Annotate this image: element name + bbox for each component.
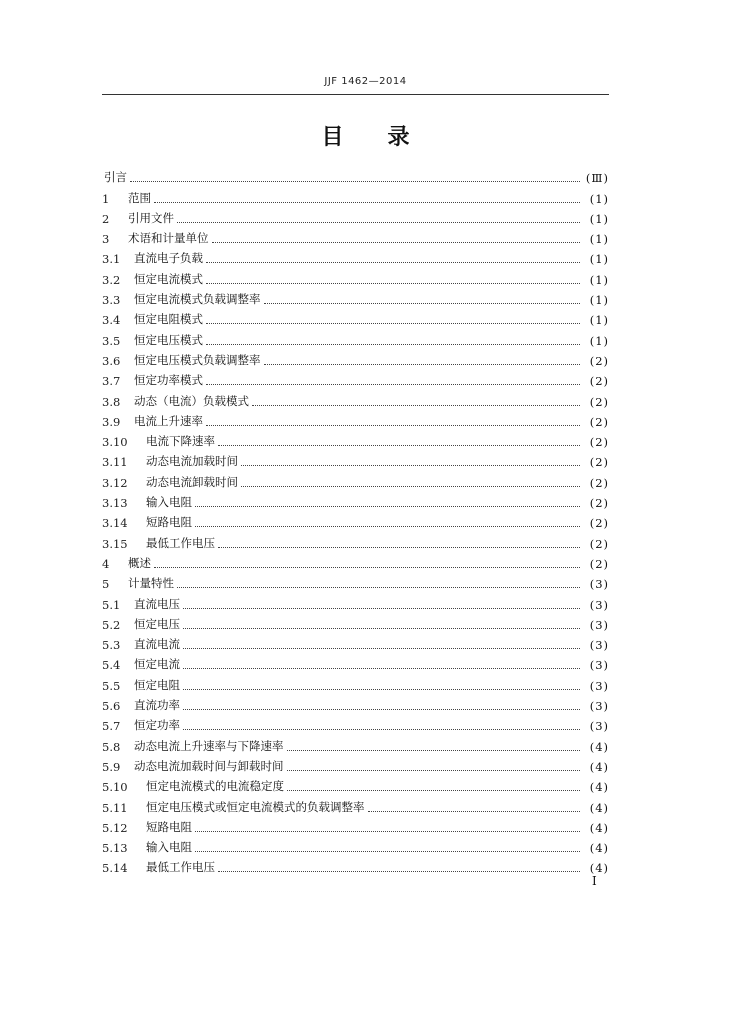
- toc-entry-title: 动态电流加载时间: [146, 454, 238, 469]
- toc-entry-page: (3): [589, 617, 609, 632]
- table-of-contents: [102, 165, 609, 875]
- toc-entry-title: 输入电阻: [146, 495, 192, 510]
- toc-entry-number: 5.2: [102, 617, 121, 632]
- toc-dot-leader: [368, 810, 581, 812]
- toc-entry-title: 输入电阻: [146, 840, 192, 855]
- toc-dot-leader: [177, 586, 580, 588]
- running-header: JJF 1462—2014: [324, 76, 407, 87]
- toc-dot-leader: [195, 505, 580, 507]
- toc-entry-number: 3: [102, 232, 110, 247]
- toc-entry-number: 3.3: [102, 293, 121, 308]
- toc-entry-title: 直流功率: [134, 698, 180, 713]
- toc-entry-number: 5.1: [102, 597, 121, 612]
- toc-entry-number: 3.11: [102, 455, 128, 470]
- toc-entry-title: 动态电流卸载时间: [146, 474, 238, 489]
- toc-entry-number: 5.10: [102, 780, 128, 795]
- toc-dot-leader: [218, 546, 580, 548]
- toc-entry-number: 5.13: [102, 841, 128, 856]
- toc-dot-leader: [195, 830, 580, 832]
- toc-entry-title: 恒定电压: [134, 616, 180, 631]
- toc-entry: [102, 591, 609, 611]
- toc-entry-page: (Ⅲ): [585, 171, 609, 186]
- toc-dot-leader: [183, 647, 580, 649]
- toc-dot-leader: [287, 749, 581, 751]
- toc-entry: [102, 449, 609, 469]
- toc-dot-leader: [252, 404, 580, 406]
- toc-entry: [102, 632, 609, 652]
- toc-entry: [102, 612, 609, 632]
- toc-entry: [102, 571, 609, 591]
- toc-entry-page: (4): [589, 759, 609, 774]
- toc-entry-title: 直流电压: [134, 596, 180, 611]
- toc-dot-leader: [183, 667, 580, 669]
- toc-entry-number: 3.5: [102, 333, 121, 348]
- toc-entry-number: 5: [102, 577, 110, 592]
- toc-entry-page: (3): [589, 719, 609, 734]
- toc-entry-number: 5.11: [102, 800, 128, 815]
- toc-entry: [102, 733, 609, 753]
- toc-entry-page: (1): [589, 272, 609, 287]
- toc-entry-title: 恒定电流模式: [134, 271, 203, 286]
- toc-entry-title: 恒定电阻: [134, 677, 180, 692]
- toc-dot-leader: [183, 708, 580, 710]
- toc-entry-page: (2): [589, 394, 609, 409]
- toc-entry-page: (4): [589, 820, 609, 835]
- toc-entry-page: (2): [589, 414, 609, 429]
- toc-entry: [102, 774, 609, 794]
- toc-entry: [102, 409, 609, 429]
- toc-entry-number: 3.6: [102, 353, 121, 368]
- toc-entry: [102, 794, 609, 814]
- toc-entry: [102, 226, 609, 246]
- toc-entry: [102, 672, 609, 692]
- toc-dot-leader: [195, 525, 580, 527]
- toc-entry-number: 3.2: [102, 272, 121, 287]
- toc-entry: [102, 429, 609, 449]
- toc-dot-leader: [195, 850, 580, 852]
- toc-entry-title: 恒定电阻模式: [134, 312, 203, 327]
- toc-entry: [102, 815, 609, 835]
- toc-entry-page: (3): [589, 658, 609, 673]
- toc-entry-page: (1): [589, 313, 609, 328]
- toc-entry-page: (2): [589, 435, 609, 450]
- toc-dot-leader: [218, 444, 580, 446]
- toc-dot-leader: [206, 424, 580, 426]
- toc-entry: [102, 185, 609, 205]
- toc-entry: [102, 368, 609, 388]
- toc-entry: [102, 469, 609, 489]
- toc-entry-page: (4): [589, 841, 609, 856]
- toc-entry-title: 引言: [104, 170, 127, 185]
- toc-entry-number: 3.13: [102, 496, 128, 511]
- toc-entry-page: (2): [589, 536, 609, 551]
- toc-entry-page: (2): [589, 455, 609, 470]
- toc-entry: [102, 855, 609, 875]
- toc-dot-leader: [264, 363, 581, 365]
- toc-entry-page: (3): [589, 699, 609, 714]
- toc-entry-number: 5.9: [102, 759, 121, 774]
- toc-entry: [102, 327, 609, 347]
- toc-entry-number: 3.4: [102, 313, 121, 328]
- toc-entry-title: 动态电流上升速率与下降速率: [134, 738, 284, 753]
- toc-entry: [102, 388, 609, 408]
- toc-dot-leader: [206, 343, 580, 345]
- toc-entry-title: 恒定电压模式负载调整率: [134, 352, 261, 367]
- page-title: [0, 120, 731, 151]
- toc-entry-number: 5.5: [102, 678, 121, 693]
- toc-entry: [102, 165, 609, 185]
- toc-entry-title: 恒定电压模式或恒定电流模式的负载调整率: [146, 799, 365, 814]
- toc-entry: [102, 835, 609, 855]
- toc-entry-title: 最低工作电压: [146, 535, 215, 550]
- toc-entry-page: (1): [589, 333, 609, 348]
- toc-entry-title: 动态电流加载时间与卸载时间: [134, 758, 284, 773]
- toc-entry-title: 恒定电流: [134, 657, 180, 672]
- toc-entry: [102, 307, 609, 327]
- toc-entry-title: 短路电阻: [146, 515, 192, 530]
- toc-dot-leader: [206, 261, 580, 263]
- toc-entry-number: 5.4: [102, 658, 121, 673]
- toc-entry-number: 3.12: [102, 475, 128, 490]
- toc-entry: [102, 713, 609, 733]
- toc-dot-leader: [264, 302, 581, 304]
- toc-entry-page: (3): [589, 577, 609, 592]
- toc-entry-page: (4): [589, 780, 609, 795]
- toc-entry-number: 5.7: [102, 719, 121, 734]
- toc-entry-title: 计量特性: [128, 576, 174, 591]
- toc-entry-page: (3): [589, 597, 609, 612]
- toc-entry-number: 3.10: [102, 435, 128, 450]
- toc-entry-number: 5.8: [102, 739, 121, 754]
- toc-entry: [102, 246, 609, 266]
- toc-entry-title: 电流下降速率: [146, 434, 215, 449]
- toc-entry-page: (4): [589, 800, 609, 815]
- toc-entry-number: 3.7: [102, 374, 121, 389]
- toc-entry-page: (4): [589, 861, 609, 876]
- toc-entry: [102, 754, 609, 774]
- title-char-2: 录: [387, 125, 410, 150]
- toc-entry: [102, 510, 609, 530]
- toc-dot-leader: [206, 282, 580, 284]
- toc-dot-leader: [183, 688, 580, 690]
- toc-entry: [102, 551, 609, 571]
- toc-entry-title: 最低工作电压: [146, 860, 215, 875]
- toc-entry: [102, 693, 609, 713]
- toc-entry-number: 3.1: [102, 252, 121, 267]
- toc-entry: [102, 287, 609, 307]
- toc-dot-leader: [130, 180, 580, 182]
- toc-entry-page: (2): [589, 475, 609, 490]
- toc-entry-number: 3.14: [102, 516, 128, 531]
- toc-entry-page: (2): [589, 374, 609, 389]
- toc-dot-leader: [287, 789, 580, 791]
- toc-dot-leader: [154, 566, 580, 568]
- toc-entry-number: 5.12: [102, 820, 128, 835]
- toc-entry-title: 直流电子负载: [134, 251, 203, 266]
- toc-entry-title: 恒定电流模式的电流稳定度: [146, 779, 284, 794]
- toc-entry-title: 范围: [128, 190, 151, 205]
- toc-entry-page: (3): [589, 678, 609, 693]
- toc-entry-number: 3.9: [102, 414, 121, 429]
- toc-entry: [102, 348, 609, 368]
- toc-entry-title: 恒定功率: [134, 718, 180, 733]
- toc-entry-number: 5.3: [102, 638, 121, 653]
- toc-entry-number: 1: [102, 191, 110, 206]
- toc-dot-leader: [241, 464, 580, 466]
- toc-dot-leader: [206, 383, 580, 385]
- toc-dot-leader: [212, 241, 581, 243]
- toc-entry-page: (1): [589, 191, 609, 206]
- toc-dot-leader: [183, 627, 580, 629]
- toc-entry-title: 引用文件: [128, 210, 174, 225]
- toc-entry-title: 恒定电流模式负载调整率: [134, 292, 261, 307]
- toc-entry-page: (4): [589, 739, 609, 754]
- toc-entry: [102, 652, 609, 672]
- toc-entry-page: (1): [589, 293, 609, 308]
- header-rule: [102, 94, 609, 95]
- toc-entry-page: (2): [589, 353, 609, 368]
- toc-entry-number: 4: [102, 556, 110, 571]
- toc-entry-title: 概述: [128, 555, 151, 570]
- toc-entry-title: 直流电流: [134, 637, 180, 652]
- toc-entry-page: (2): [589, 516, 609, 531]
- toc-entry-number: 2: [102, 211, 110, 226]
- toc-dot-leader: [287, 769, 581, 771]
- toc-entry-title: 电流上升速率: [134, 413, 203, 428]
- toc-entry-page: (3): [589, 638, 609, 653]
- toc-dot-leader: [206, 322, 580, 324]
- toc-entry-number: 5.6: [102, 699, 121, 714]
- toc-entry-title: 动态（电流）负载模式: [134, 393, 249, 408]
- toc-dot-leader: [241, 485, 580, 487]
- page-number: I: [592, 874, 597, 888]
- toc-dot-leader: [177, 221, 580, 223]
- toc-entry: [102, 206, 609, 226]
- toc-entry-title: 术语和计量单位: [128, 231, 209, 246]
- toc-entry-number: 3.15: [102, 536, 128, 551]
- toc-dot-leader: [154, 201, 580, 203]
- toc-entry: [102, 530, 609, 550]
- toc-entry-page: (1): [589, 232, 609, 247]
- toc-entry: [102, 266, 609, 286]
- toc-entry-number: 5.14: [102, 861, 128, 876]
- toc-entry-page: (2): [589, 556, 609, 571]
- toc-entry-title: 恒定功率模式: [134, 373, 203, 388]
- toc-entry-title: 短路电阻: [146, 819, 192, 834]
- toc-dot-leader: [183, 728, 580, 730]
- toc-entry-number: 3.8: [102, 394, 121, 409]
- toc-entry-page: (1): [589, 252, 609, 267]
- toc-entry-page: (2): [589, 496, 609, 511]
- toc-entry-page: (1): [589, 211, 609, 226]
- toc-entry-title: 恒定电压模式: [134, 332, 203, 347]
- toc-entry: [102, 490, 609, 510]
- toc-dot-leader: [183, 607, 580, 609]
- title-char-1: 目: [321, 125, 344, 150]
- toc-dot-leader: [218, 870, 580, 872]
